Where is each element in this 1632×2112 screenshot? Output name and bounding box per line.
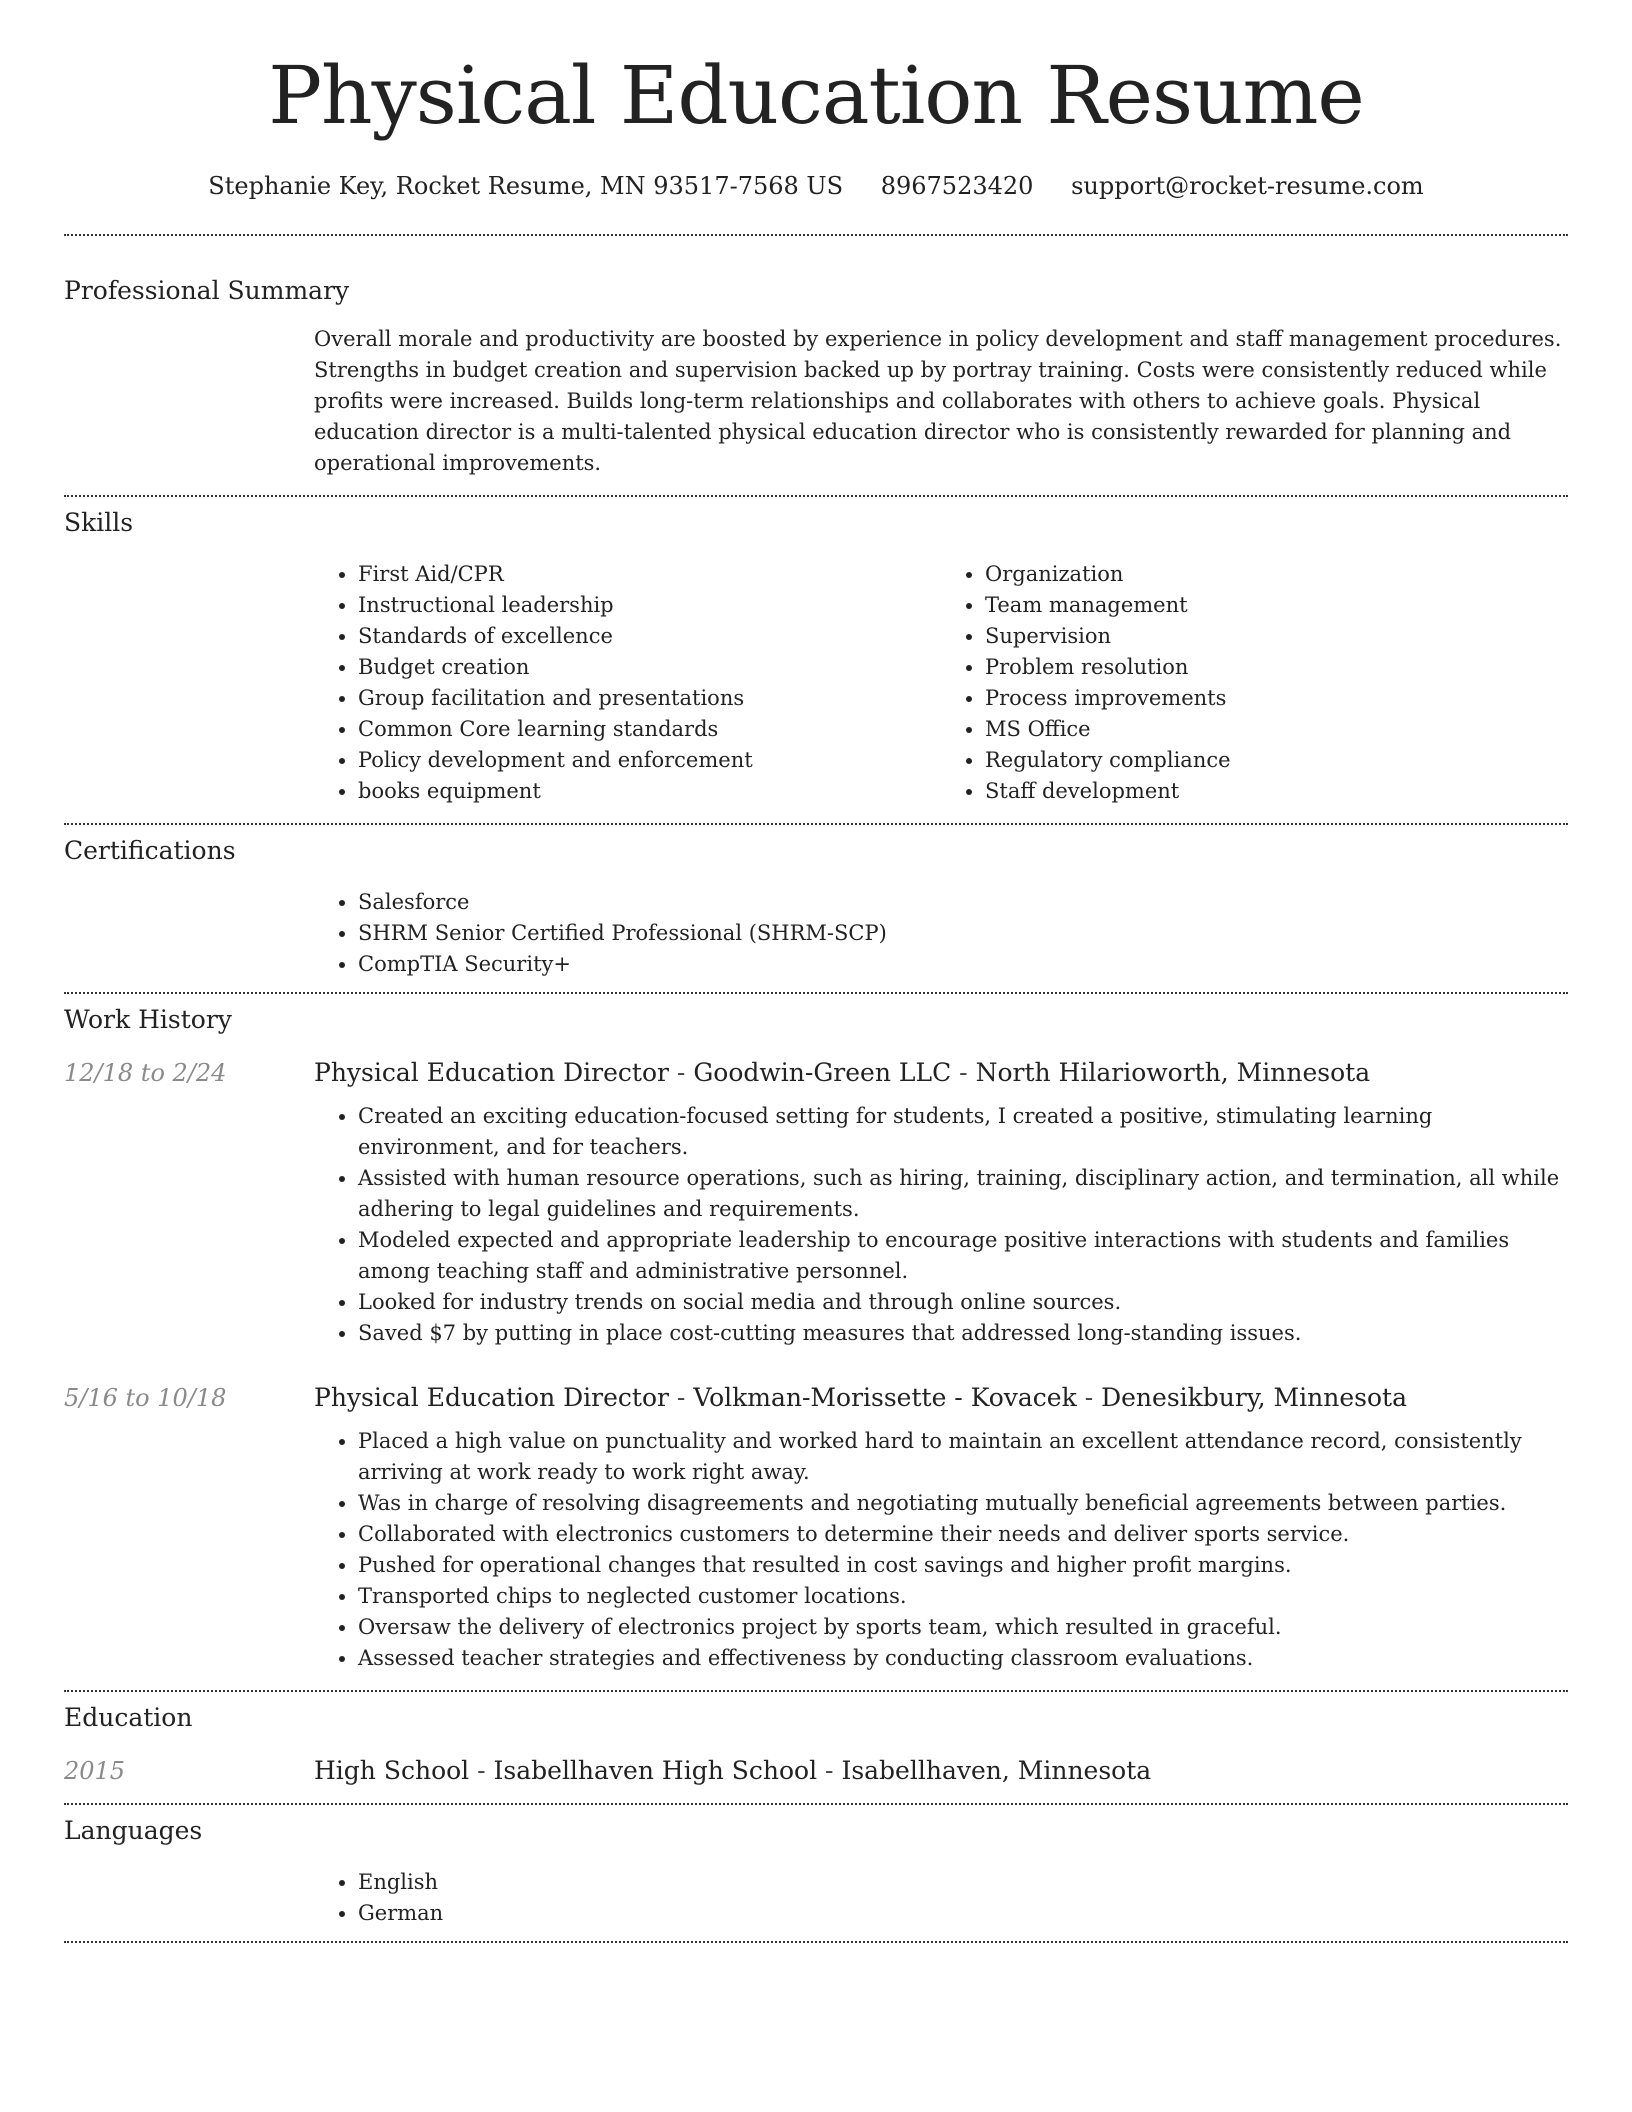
section-heading: Education bbox=[64, 1703, 193, 1732]
list-item: • Was in charge of resolving disagreements and negotiating mutually beneficial agreements between parties. bbox=[358, 1488, 1568, 1519]
job-company: Volkman-Morissette - Kovacek bbox=[693, 1383, 1077, 1412]
section-divider bbox=[64, 1941, 1568, 1943]
skills-list-left bbox=[314, 559, 941, 807]
list-item: • SHRM Senior Certified Professional (SHRM-SCP) bbox=[358, 918, 1568, 949]
job-title: Physical Education Director bbox=[314, 1058, 669, 1087]
list-item: • Looked for industry trends on social media and through online sources. bbox=[358, 1287, 1568, 1318]
list-item: • Assisted with human resource operations, such as hiring, training, disciplinary action, and termination, all while adhering to legal guidelines and requirements. bbox=[358, 1163, 1568, 1225]
skills-list-right bbox=[941, 559, 1568, 807]
summary-section bbox=[64, 236, 1568, 495]
section-heading: Languages bbox=[64, 1816, 203, 1845]
summary-text: Overall morale and productivity are boosted by experience in policy development and staff management procedures. Strengths in budget creation and supervision backed up by portray training. Costs were consistently reduced while profits were increased. Builds long-term relationships and collaborates with others to achieve goals. Physical education director is a multi-talented physical education director who is consistently rewarded for planning and operational improvements. bbox=[314, 327, 1562, 475]
education-location: Isabellhaven, Minnesota bbox=[841, 1756, 1152, 1785]
job-title: Physical Education Director bbox=[314, 1383, 669, 1412]
job-dates: 5/16 to 10/18 bbox=[64, 1384, 227, 1412]
list-item: • Staff development bbox=[985, 776, 1568, 807]
certifications-section bbox=[64, 825, 1568, 992]
list-item: • Supervision bbox=[985, 621, 1568, 652]
list-item: • Modeled expected and appropriate leadership to encourage positive interactions with students and families among teaching staff and administrative personnel. bbox=[358, 1225, 1568, 1287]
contact-address: Stephanie Key, Rocket Resume, MN 93517-7568 US bbox=[208, 172, 844, 200]
education-section bbox=[64, 1692, 1568, 1803]
list-item: • Team management bbox=[985, 590, 1568, 621]
list-item: • Salesforce bbox=[358, 887, 1568, 918]
languages-list bbox=[314, 1867, 1568, 1929]
job-dates: 12/18 to 2/24 bbox=[64, 1059, 227, 1087]
page-title: Physical Education Resume bbox=[268, 49, 1364, 142]
section-heading: Professional Summary bbox=[64, 276, 350, 305]
separator: - bbox=[951, 1058, 976, 1087]
job-title-line bbox=[314, 1383, 1407, 1412]
list-item: • Pushed for operational changes that resulted in cost savings and higher profit margins. bbox=[358, 1550, 1568, 1581]
list-item: • Saved $7 by putting in place cost-cutting measures that addressed long-standing issues. bbox=[358, 1318, 1568, 1349]
list-item: • Instructional leadership bbox=[358, 590, 941, 621]
list-item: • English bbox=[358, 1867, 1568, 1898]
separator: - bbox=[668, 1058, 694, 1087]
section-heading: Certifications bbox=[64, 836, 236, 865]
contact-line bbox=[64, 172, 1568, 200]
list-item: • Oversaw the delivery of electronics project by sports team, which resulted in graceful. bbox=[358, 1612, 1568, 1643]
education-degree: High School bbox=[314, 1756, 470, 1785]
job-company: Goodwin-Green LLC bbox=[693, 1058, 952, 1087]
section-heading: Work History bbox=[64, 1005, 232, 1034]
list-item: • Organization bbox=[985, 559, 1568, 590]
list-item: • German bbox=[358, 1898, 1568, 1929]
list-item: • MS Office bbox=[985, 714, 1568, 745]
list-item: • First Aid/CPR bbox=[358, 559, 941, 590]
list-item: • Standards of excellence bbox=[358, 621, 941, 652]
job-header bbox=[64, 1383, 1568, 1412]
contact-phone: 8967523420 bbox=[880, 172, 1034, 200]
education-entry bbox=[64, 1756, 1568, 1785]
list-item: • Collaborated with electronics customers to determine their needs and deliver sports service. bbox=[358, 1519, 1568, 1550]
certifications-list bbox=[314, 887, 1568, 980]
separator: - bbox=[668, 1383, 694, 1412]
list-item: • Created an exciting education-focused setting for students, I created a positive, stimulating learning environment, and for teachers. bbox=[358, 1101, 1568, 1163]
education-line bbox=[314, 1756, 1151, 1785]
job-location: North Hilarioworth, Minnesota bbox=[975, 1058, 1371, 1087]
separator: - bbox=[1076, 1383, 1102, 1412]
job-title-line bbox=[314, 1058, 1370, 1087]
list-item: • Placed a high value on punctuality and worked hard to maintain an excellent attendance record, consistently arriving at work ready to work right away. bbox=[358, 1426, 1568, 1488]
list-item: • Problem resolution bbox=[985, 652, 1568, 683]
languages-section bbox=[64, 1805, 1568, 1941]
list-item: • books equipment bbox=[358, 776, 941, 807]
contact-email: support@rocket-resume.com bbox=[1071, 172, 1424, 200]
work-history-section bbox=[64, 994, 1568, 1690]
job-location: Denesikbury, Minnesota bbox=[1101, 1383, 1407, 1412]
skills-section bbox=[64, 497, 1568, 823]
education-school: Isabellhaven High School bbox=[493, 1756, 818, 1785]
separator: - bbox=[469, 1756, 494, 1785]
job-bullets bbox=[314, 1426, 1568, 1674]
job-bullets bbox=[314, 1101, 1568, 1349]
list-item: • Regulatory compliance bbox=[985, 745, 1568, 776]
list-item: • Common Core learning standards bbox=[358, 714, 941, 745]
education-year: 2015 bbox=[64, 1757, 126, 1785]
job-header bbox=[64, 1058, 1568, 1087]
list-item: • Group facilitation and presentations bbox=[358, 683, 941, 714]
list-item: • Budget creation bbox=[358, 652, 941, 683]
list-item: • Policy development and enforcement bbox=[358, 745, 941, 776]
section-heading: Skills bbox=[64, 508, 134, 537]
list-item: • Assessed teacher strategies and effectiveness by conducting classroom evaluations. bbox=[358, 1643, 1568, 1674]
list-item: • Process improvements bbox=[985, 683, 1568, 714]
list-item: • CompTIA Security+ bbox=[358, 949, 1568, 980]
separator: - bbox=[817, 1756, 842, 1785]
list-item: • Transported chips to neglected customer locations. bbox=[358, 1581, 1568, 1612]
